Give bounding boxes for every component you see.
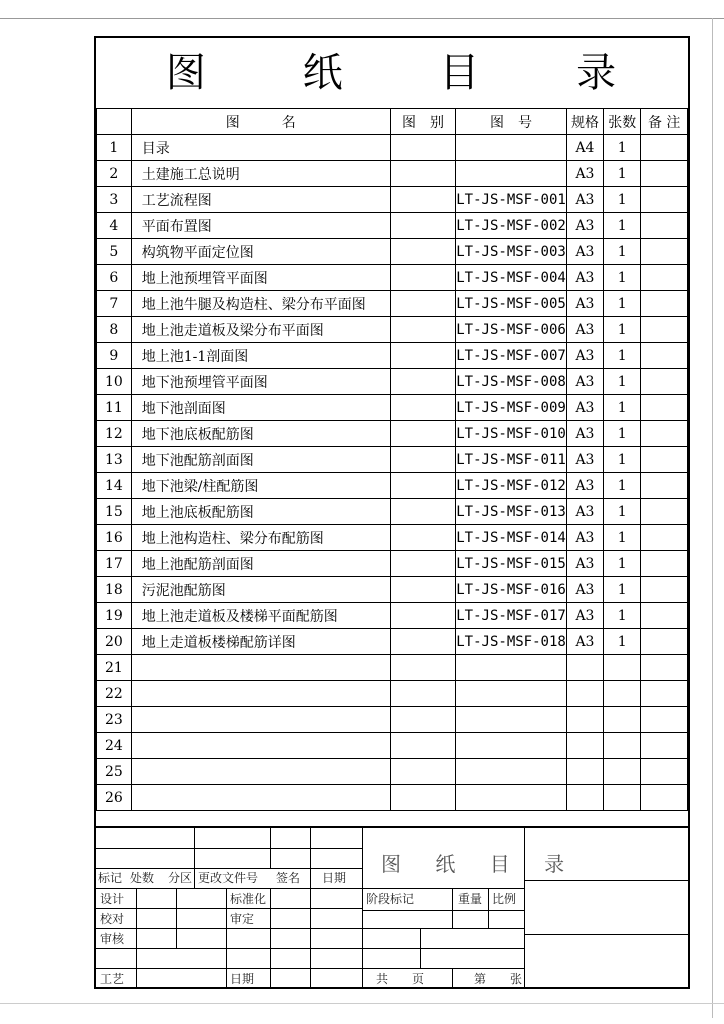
table-header-row <box>97 109 688 135</box>
header-number: 图 号 <box>456 109 567 135</box>
row-count: 1 <box>604 187 641 213</box>
row-drawing-number <box>456 759 567 785</box>
row-number: 26 <box>97 785 132 811</box>
row-category <box>390 681 456 707</box>
row-remarks <box>641 707 688 733</box>
row-number: 11 <box>97 395 132 421</box>
label-date: 日期 <box>230 972 255 986</box>
row-drawing-name: 地上池构造柱、梁分布配筋图 <box>131 525 390 551</box>
row-remarks <box>641 577 688 603</box>
label-standardize: 标准化 <box>230 892 267 906</box>
row-count: 1 <box>604 239 641 265</box>
row-drawing-number: LT-JS-MSF-005 <box>456 291 567 317</box>
row-remarks <box>641 265 688 291</box>
row-drawing-number: LT-JS-MSF-016 <box>456 577 567 603</box>
table-row <box>97 369 688 395</box>
row-drawing-number: LT-JS-MSF-013 <box>456 499 567 525</box>
row-remarks <box>641 395 688 421</box>
row-drawing-name: 地下池底板配筋图 <box>131 421 390 447</box>
row-category <box>390 343 456 369</box>
row-remarks <box>641 759 688 785</box>
row-number: 5 <box>97 239 132 265</box>
row-category <box>390 733 456 759</box>
row-number: 16 <box>97 525 132 551</box>
row-count: 1 <box>604 395 641 421</box>
row-spec: A3 <box>566 265 603 291</box>
table-row <box>97 317 688 343</box>
table-row <box>97 161 688 187</box>
row-count <box>604 655 641 681</box>
row-drawing-number: LT-JS-MSF-012 <box>456 473 567 499</box>
row-drawing-name: 地下池配筋剖面图 <box>131 447 390 473</box>
table-row <box>97 135 688 161</box>
row-spec: A3 <box>566 577 603 603</box>
table-row <box>97 681 688 707</box>
row-number: 4 <box>97 213 132 239</box>
row-remarks <box>641 447 688 473</box>
row-remarks <box>641 629 688 655</box>
table-row <box>97 759 688 785</box>
row-number: 21 <box>97 655 132 681</box>
row-category <box>390 291 456 317</box>
row-spec <box>566 655 603 681</box>
row-spec <box>566 707 603 733</box>
row-category <box>390 317 456 343</box>
row-spec: A3 <box>566 291 603 317</box>
row-count: 1 <box>604 447 641 473</box>
row-drawing-number: LT-JS-MSF-017 <box>456 603 567 629</box>
row-category <box>390 187 456 213</box>
title-block <box>96 826 688 989</box>
row-drawing-number: LT-JS-MSF-002 <box>456 213 567 239</box>
row-spec: A3 <box>566 629 603 655</box>
row-category <box>390 629 456 655</box>
row-number: 15 <box>97 499 132 525</box>
row-number: 7 <box>97 291 132 317</box>
row-number: 3 <box>97 187 132 213</box>
page-bottom-border <box>0 1003 724 1004</box>
row-remarks <box>641 317 688 343</box>
row-drawing-number <box>456 161 567 187</box>
row-count: 1 <box>604 317 641 343</box>
table-row <box>97 629 688 655</box>
row-count <box>604 681 641 707</box>
table-row <box>97 447 688 473</box>
row-category <box>390 759 456 785</box>
row-drawing-name: 地下池梁/柱配筋图 <box>131 473 390 499</box>
row-drawing-number <box>456 681 567 707</box>
row-drawing-name: 平面布置图 <box>131 213 390 239</box>
row-remarks <box>641 369 688 395</box>
row-drawing-name: 工艺流程图 <box>131 187 390 213</box>
table-row <box>97 395 688 421</box>
table-row <box>97 551 688 577</box>
row-count: 1 <box>604 629 641 655</box>
row-drawing-number: LT-JS-MSF-018 <box>456 629 567 655</box>
row-drawing-name: 土建施工总说明 <box>131 161 390 187</box>
row-remarks <box>641 785 688 811</box>
row-count <box>604 759 641 785</box>
row-remarks <box>641 291 688 317</box>
row-category <box>390 447 456 473</box>
row-count: 1 <box>604 525 641 551</box>
row-count: 1 <box>604 369 641 395</box>
table-row <box>97 655 688 681</box>
row-category <box>390 395 456 421</box>
row-drawing-number: LT-JS-MSF-003 <box>456 239 567 265</box>
row-spec: A3 <box>566 343 603 369</box>
row-category <box>390 421 456 447</box>
row-drawing-name <box>131 785 390 811</box>
row-spec <box>566 681 603 707</box>
row-drawing-name: 地上走道板楼梯配筋详图 <box>131 629 390 655</box>
row-drawing-name: 地上池配筋剖面图 <box>131 551 390 577</box>
row-count: 1 <box>604 161 641 187</box>
row-number: 13 <box>97 447 132 473</box>
row-drawing-name: 地下池剖面图 <box>131 395 390 421</box>
row-number: 24 <box>97 733 132 759</box>
row-drawing-name: 构筑物平面定位图 <box>131 239 390 265</box>
row-spec <box>566 785 603 811</box>
label-stage-mark: 阶段标记 <box>366 892 415 906</box>
row-category <box>390 135 456 161</box>
table-row <box>97 707 688 733</box>
table-row <box>97 421 688 447</box>
row-remarks <box>641 499 688 525</box>
label-change-doc: 更改文件号 <box>198 871 259 885</box>
row-spec: A3 <box>566 603 603 629</box>
table-row <box>97 265 688 291</box>
label-total-pages: 共 页 <box>376 972 425 986</box>
drawing-catalog-table <box>96 108 688 811</box>
row-number: 17 <box>97 551 132 577</box>
row-number: 10 <box>97 369 132 395</box>
table-row <box>97 187 688 213</box>
row-spec <box>566 733 603 759</box>
header-category: 图 别 <box>390 109 456 135</box>
label-check: 校对 <box>100 912 125 926</box>
drawing-frame <box>94 36 690 989</box>
row-drawing-name <box>131 681 390 707</box>
row-remarks <box>641 187 688 213</box>
row-drawing-number: LT-JS-MSF-004 <box>456 265 567 291</box>
page-right-border <box>712 18 713 1018</box>
row-category <box>390 369 456 395</box>
row-spec: A4 <box>566 135 603 161</box>
label-weight: 重量 <box>458 892 483 906</box>
row-spec: A3 <box>566 499 603 525</box>
row-drawing-number: LT-JS-MSF-015 <box>456 551 567 577</box>
row-count: 1 <box>604 473 641 499</box>
row-number: 2 <box>97 161 132 187</box>
row-number: 23 <box>97 707 132 733</box>
row-spec: A3 <box>566 473 603 499</box>
label-date-rev: 日期 <box>322 871 347 885</box>
row-count: 1 <box>604 499 641 525</box>
table-row <box>97 343 688 369</box>
row-number: 8 <box>97 317 132 343</box>
row-spec <box>566 759 603 785</box>
row-spec: A3 <box>566 213 603 239</box>
row-category <box>390 577 456 603</box>
row-category <box>390 525 456 551</box>
row-drawing-name: 地上池1-1剖面图 <box>131 343 390 369</box>
row-count: 1 <box>604 603 641 629</box>
row-category <box>390 707 456 733</box>
row-drawing-name <box>131 733 390 759</box>
row-number: 1 <box>97 135 132 161</box>
label-review: 审核 <box>100 932 125 946</box>
row-drawing-name <box>131 707 390 733</box>
row-number: 19 <box>97 603 132 629</box>
label-scale: 比例 <box>492 892 517 906</box>
row-count: 1 <box>604 213 641 239</box>
page-top-border <box>0 18 724 19</box>
row-drawing-number <box>456 135 567 161</box>
row-drawing-number: LT-JS-MSF-014 <box>456 525 567 551</box>
table-row <box>97 213 688 239</box>
row-drawing-name: 地下池预埋管平面图 <box>131 369 390 395</box>
row-number: 25 <box>97 759 132 785</box>
page-title: 图 纸 目 录 <box>165 50 659 96</box>
table-row <box>97 785 688 811</box>
row-category <box>390 473 456 499</box>
row-category <box>390 239 456 265</box>
row-drawing-name: 地上池走道板及楼梯平面配筋图 <box>131 603 390 629</box>
row-remarks <box>641 603 688 629</box>
header-name: 图 名 <box>131 109 390 135</box>
row-remarks <box>641 213 688 239</box>
row-count <box>604 707 641 733</box>
header-no <box>97 109 132 135</box>
label-count: 处数 <box>130 871 155 885</box>
row-number: 9 <box>97 343 132 369</box>
row-drawing-number: LT-JS-MSF-010 <box>456 421 567 447</box>
row-spec: A3 <box>566 525 603 551</box>
row-number: 14 <box>97 473 132 499</box>
label-signature: 签名 <box>276 871 301 885</box>
row-category <box>390 603 456 629</box>
row-count: 1 <box>604 577 641 603</box>
row-spec: A3 <box>566 447 603 473</box>
header-spec: 规格 <box>566 109 603 135</box>
table-row <box>97 499 688 525</box>
row-remarks <box>641 343 688 369</box>
row-drawing-name: 地上池牛腿及构造柱、梁分布平面图 <box>131 291 390 317</box>
row-spec: A3 <box>566 551 603 577</box>
row-remarks <box>641 239 688 265</box>
row-drawing-number <box>456 655 567 681</box>
row-remarks <box>641 525 688 551</box>
row-drawing-number <box>456 785 567 811</box>
table-row <box>97 733 688 759</box>
row-drawing-name <box>131 759 390 785</box>
header-remarks: 备 注 <box>641 109 688 135</box>
row-count: 1 <box>604 421 641 447</box>
label-design: 设计 <box>100 892 125 906</box>
row-spec: A3 <box>566 395 603 421</box>
row-drawing-name: 地上池走道板及梁分布平面图 <box>131 317 390 343</box>
row-category <box>390 655 456 681</box>
table-row <box>97 239 688 265</box>
row-category <box>390 265 456 291</box>
row-drawing-number: LT-JS-MSF-011 <box>456 447 567 473</box>
row-count: 1 <box>604 551 641 577</box>
label-process: 工艺 <box>100 972 125 986</box>
row-category <box>390 161 456 187</box>
row-remarks <box>641 551 688 577</box>
row-spec: A3 <box>566 187 603 213</box>
row-remarks <box>641 733 688 759</box>
row-spec: A3 <box>566 317 603 343</box>
table-row <box>97 603 688 629</box>
row-remarks <box>641 135 688 161</box>
row-drawing-name: 污泥池配筋图 <box>131 577 390 603</box>
label-approve: 审定 <box>230 912 255 926</box>
row-remarks <box>641 681 688 707</box>
row-category <box>390 213 456 239</box>
label-page-no: 第 张 <box>474 972 523 986</box>
row-remarks <box>641 421 688 447</box>
row-number: 6 <box>97 265 132 291</box>
row-drawing-name: 地上池预埋管平面图 <box>131 265 390 291</box>
row-spec: A3 <box>566 421 603 447</box>
row-drawing-number <box>456 707 567 733</box>
table-row <box>97 525 688 551</box>
label-mark: 标记 <box>98 871 123 885</box>
row-drawing-name <box>131 655 390 681</box>
row-spec: A3 <box>566 239 603 265</box>
row-drawing-name: 地上池底板配筋图 <box>131 499 390 525</box>
table-row <box>97 291 688 317</box>
row-drawing-number: LT-JS-MSF-009 <box>456 395 567 421</box>
row-count <box>604 733 641 759</box>
row-category <box>390 785 456 811</box>
row-count: 1 <box>604 343 641 369</box>
row-number: 20 <box>97 629 132 655</box>
table-row <box>97 577 688 603</box>
row-category <box>390 499 456 525</box>
row-drawing-number: LT-JS-MSF-001 <box>456 187 567 213</box>
row-remarks <box>641 161 688 187</box>
table-row <box>97 473 688 499</box>
row-remarks <box>641 473 688 499</box>
row-spec: A3 <box>566 369 603 395</box>
row-count <box>604 785 641 811</box>
header-count: 张数 <box>604 109 641 135</box>
row-count: 1 <box>604 265 641 291</box>
row-spec: A3 <box>566 161 603 187</box>
row-number: 18 <box>97 577 132 603</box>
row-count: 1 <box>604 135 641 161</box>
row-number: 12 <box>97 421 132 447</box>
row-drawing-number: LT-JS-MSF-008 <box>456 369 567 395</box>
row-drawing-number: LT-JS-MSF-006 <box>456 317 567 343</box>
row-category <box>390 551 456 577</box>
row-remarks <box>641 655 688 681</box>
row-count: 1 <box>604 291 641 317</box>
row-drawing-name: 目录 <box>131 135 390 161</box>
row-number: 22 <box>97 681 132 707</box>
row-drawing-number: LT-JS-MSF-007 <box>456 343 567 369</box>
title-block-drawing-title: 图 纸 目 录 <box>381 852 579 876</box>
label-zone: 分区 <box>168 871 193 885</box>
row-drawing-number <box>456 733 567 759</box>
